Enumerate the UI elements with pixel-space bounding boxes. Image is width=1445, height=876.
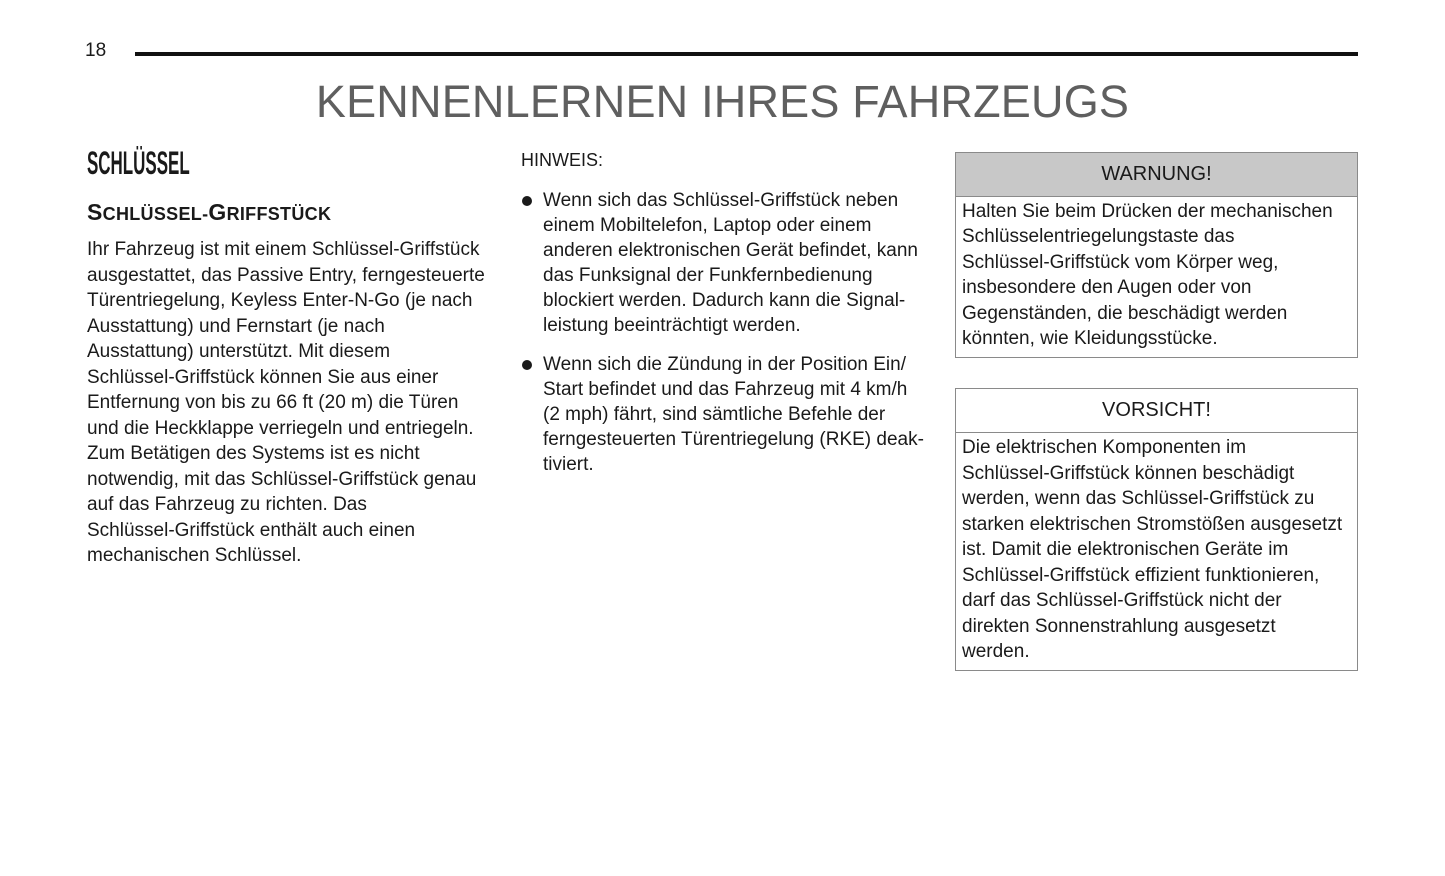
warning-title: WARNUNG! bbox=[956, 153, 1357, 197]
header-rule bbox=[135, 52, 1358, 56]
key-section-paragraph: Ihr Fahrzeug ist mit einem Schlüssel-Griffstück ausgestattet, das Passive Entry, ferngesteuerte Türentriegelung, Keyless Enter-N-Go (je nach Ausstattung) und Fernstart (je nach Ausstattung) unterstützt. Mit diesem Schlüssel-Griffstück können Sie aus einer Entfernung von bis zu 66 ft (20 m) die Türen und die Heckklappe verriegeln und entriegeln. Zum Betätigen des Systems ist es nicht notwendig, mit das Schlüssel-Griffstück genau auf das Fahrzeug zu richten. Das Schlüssel-Griffstück enthält auch einen mechanischen Schlüssel. bbox=[87, 239, 485, 566]
warning-box bbox=[955, 152, 1358, 358]
caution-box bbox=[955, 388, 1358, 671]
caution-body: Die elektrischen Komponenten im Schlüssel-Griffstück können beschädigt werden, wenn das Schlüssel-Griffstück zu starken elektrischen Stromstößen ausgesetzt ist. Damit die elektronischen Geräte im Schlüssel-Griffstück effizient funktionieren, darf das Schlüssel-Griffstück nicht der direkten Sonnenstrahlung ausgesetzt werden. bbox=[962, 437, 1343, 662]
page-number: 18 bbox=[85, 40, 107, 61]
warning-body: Halten Sie beim Drücken der mechanischen Schlüsselentriegelungstaste das Schlüssel-Griffstück vom Körper weg, insbesondere den Augen oder von Gegenständen, die beschädigt werden könnten, wie Kleidungsstücke. bbox=[962, 201, 1333, 350]
sub-heading: SCHLÜSSEL-GRIFFSTÜCK bbox=[87, 199, 332, 225]
note-item bbox=[521, 188, 926, 336]
note-label: HINWEIS: bbox=[521, 150, 604, 170]
chapter-title: KENNENLERNEN IHRES FAHRZEUGS bbox=[315, 76, 1130, 127]
note-item-text: Wenn sich die Zündung in der Position Ein/ Start befindet und das Fahrzeug mit 4 km/h (2 mph) fährt, sind sämtliche Befehle der ferngesteuerten Türentriegelung (RKE) deak- tiviert. bbox=[543, 354, 924, 475]
note-item bbox=[521, 352, 926, 482]
section-heading: SCHLÜSSEL bbox=[87, 145, 190, 181]
sub-heading-initial: G bbox=[208, 199, 227, 225]
caution-title: VORSICHT! bbox=[956, 389, 1357, 433]
bullet-icon bbox=[522, 360, 532, 370]
sub-heading-initial: S bbox=[87, 199, 103, 225]
note-item-text: Wenn sich das Schlüssel-Griffstück neben einem Mobiltelefon, Laptop oder einem anderen elektronischen Gerät befindet, kann das Funksignal der Funkfernbedienung blockiert werden. Dadurch kann die Signal- leistung beeinträchtigt werden. bbox=[543, 190, 918, 336]
bullet-icon bbox=[522, 196, 532, 206]
